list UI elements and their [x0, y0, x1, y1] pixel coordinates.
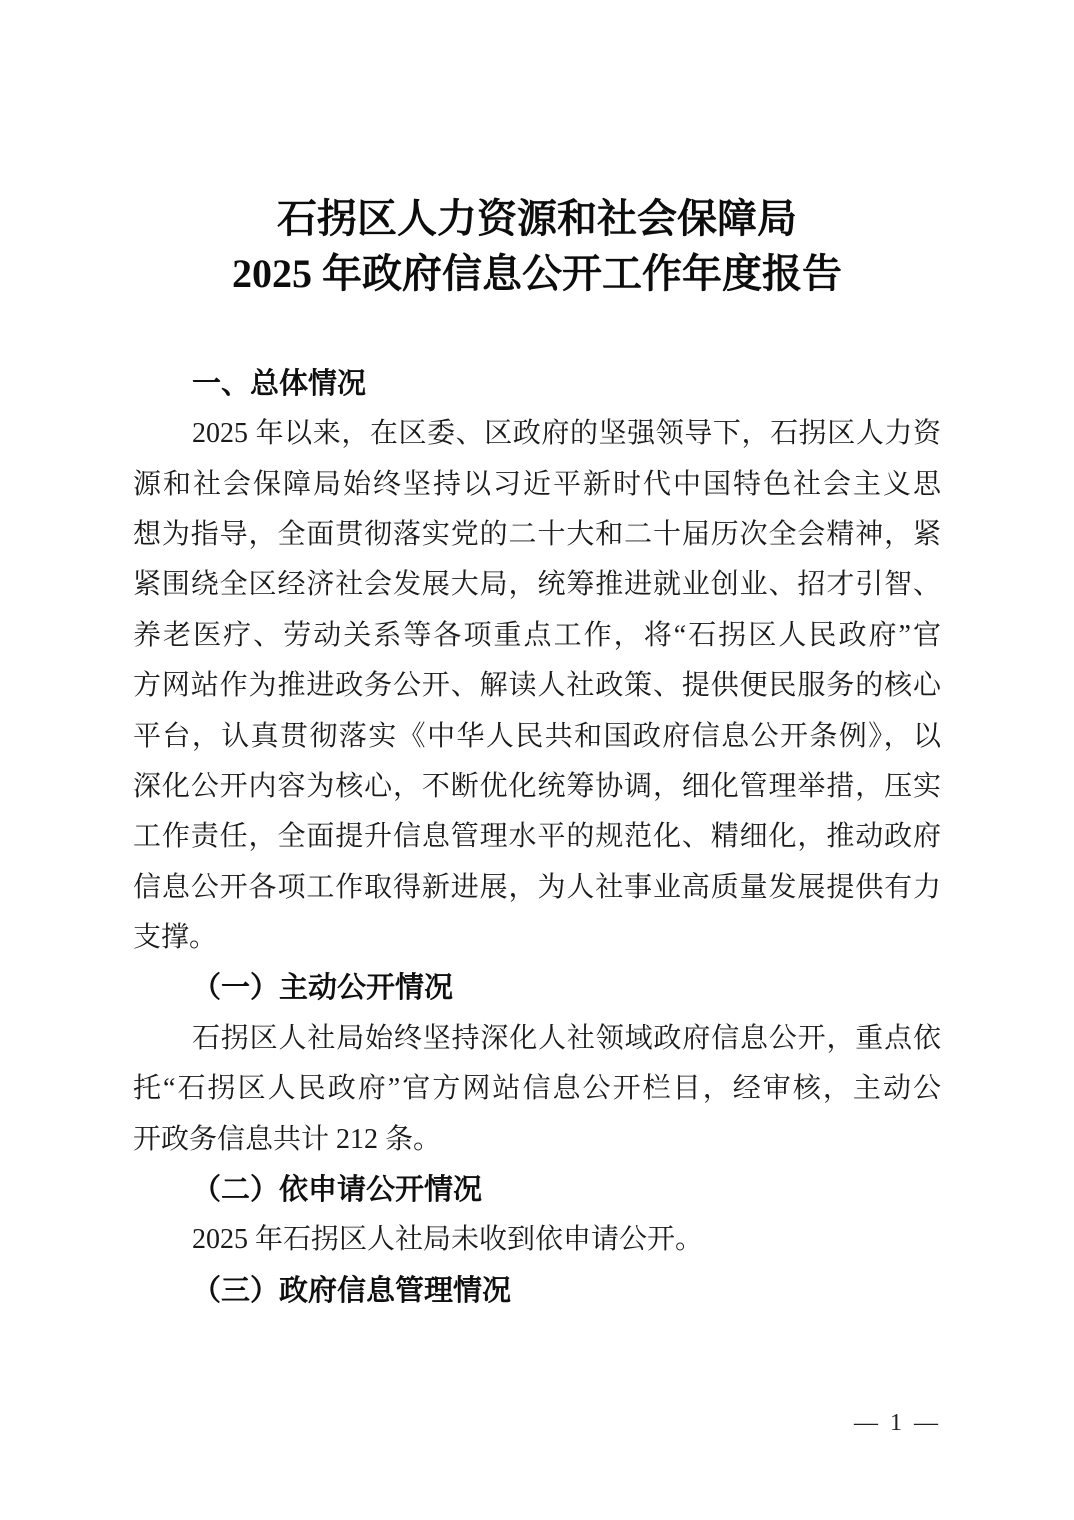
subsection-heading-info-management: （三）政府信息管理情况 [192, 1274, 512, 1307]
subsection-heading-proactive-disclosure: （一）主动公开情况 [192, 972, 454, 1005]
paragraph-line: 托“石拐区人民政府”官方网站信息公开栏目，经审核，主动公 [133, 1073, 941, 1105]
paragraph-line: 开政务信息共计 212 条。 [133, 1123, 442, 1155]
paragraph-line: 2025 年石拐区人社局未收到依申请公开。 [192, 1224, 704, 1256]
title-line-2: 2025 年政府信息公开工作年度报告 [232, 251, 842, 296]
paragraph-line: 信息公开各项工作取得新进展，为人社事业高质量发展提供有力 [133, 871, 941, 903]
document-title [0, 191, 1074, 301]
paragraph-line: 源和社会保障局始终坚持以习近平新时代中国特色社会主义思 [133, 468, 941, 500]
paragraph-line: 紧围绕全区经济社会发展大局，统筹推进就业创业、招才引智、 [133, 569, 941, 601]
paragraph-line: 方网站作为推进政务公开、解读人社政策、提供便民服务的核心 [133, 670, 941, 702]
paragraph-line: 2025 年以来，在区委、区政府的坚强领导下，石拐区人力资 [192, 418, 941, 450]
paragraph-line: 支撑。 [133, 922, 218, 954]
paragraph-line: 石拐区人社局始终坚持深化人社领域政府信息公开，重点依 [192, 1022, 941, 1054]
subsection-heading-upon-request: （二）依申请公开情况 [192, 1174, 483, 1207]
section-heading-overall: 一、总体情况 [192, 367, 367, 400]
paragraph-line: 平台，认真贯彻落实《中华人民共和国政府信息公开条例》，以 [133, 720, 941, 752]
page-number: — 1 — [854, 1410, 941, 1436]
paragraph-line: 工作责任，全面提升信息管理水平的规范化、精细化，推动政府 [133, 821, 941, 853]
paragraph-line: 深化公开内容为核心，不断优化统筹协调，细化管理举措，压实 [133, 770, 941, 802]
paragraph-line: 养老医疗、劳动关系等各项重点工作，将“石拐区人民政府”官 [133, 619, 941, 651]
title-line-1: 石拐区人力资源和社会保障局 [277, 196, 797, 241]
paragraph-line: 想为指导，全面贯彻落实党的二十大和二十届历次全会精神，紧 [133, 518, 941, 550]
document-body [133, 359, 941, 1316]
